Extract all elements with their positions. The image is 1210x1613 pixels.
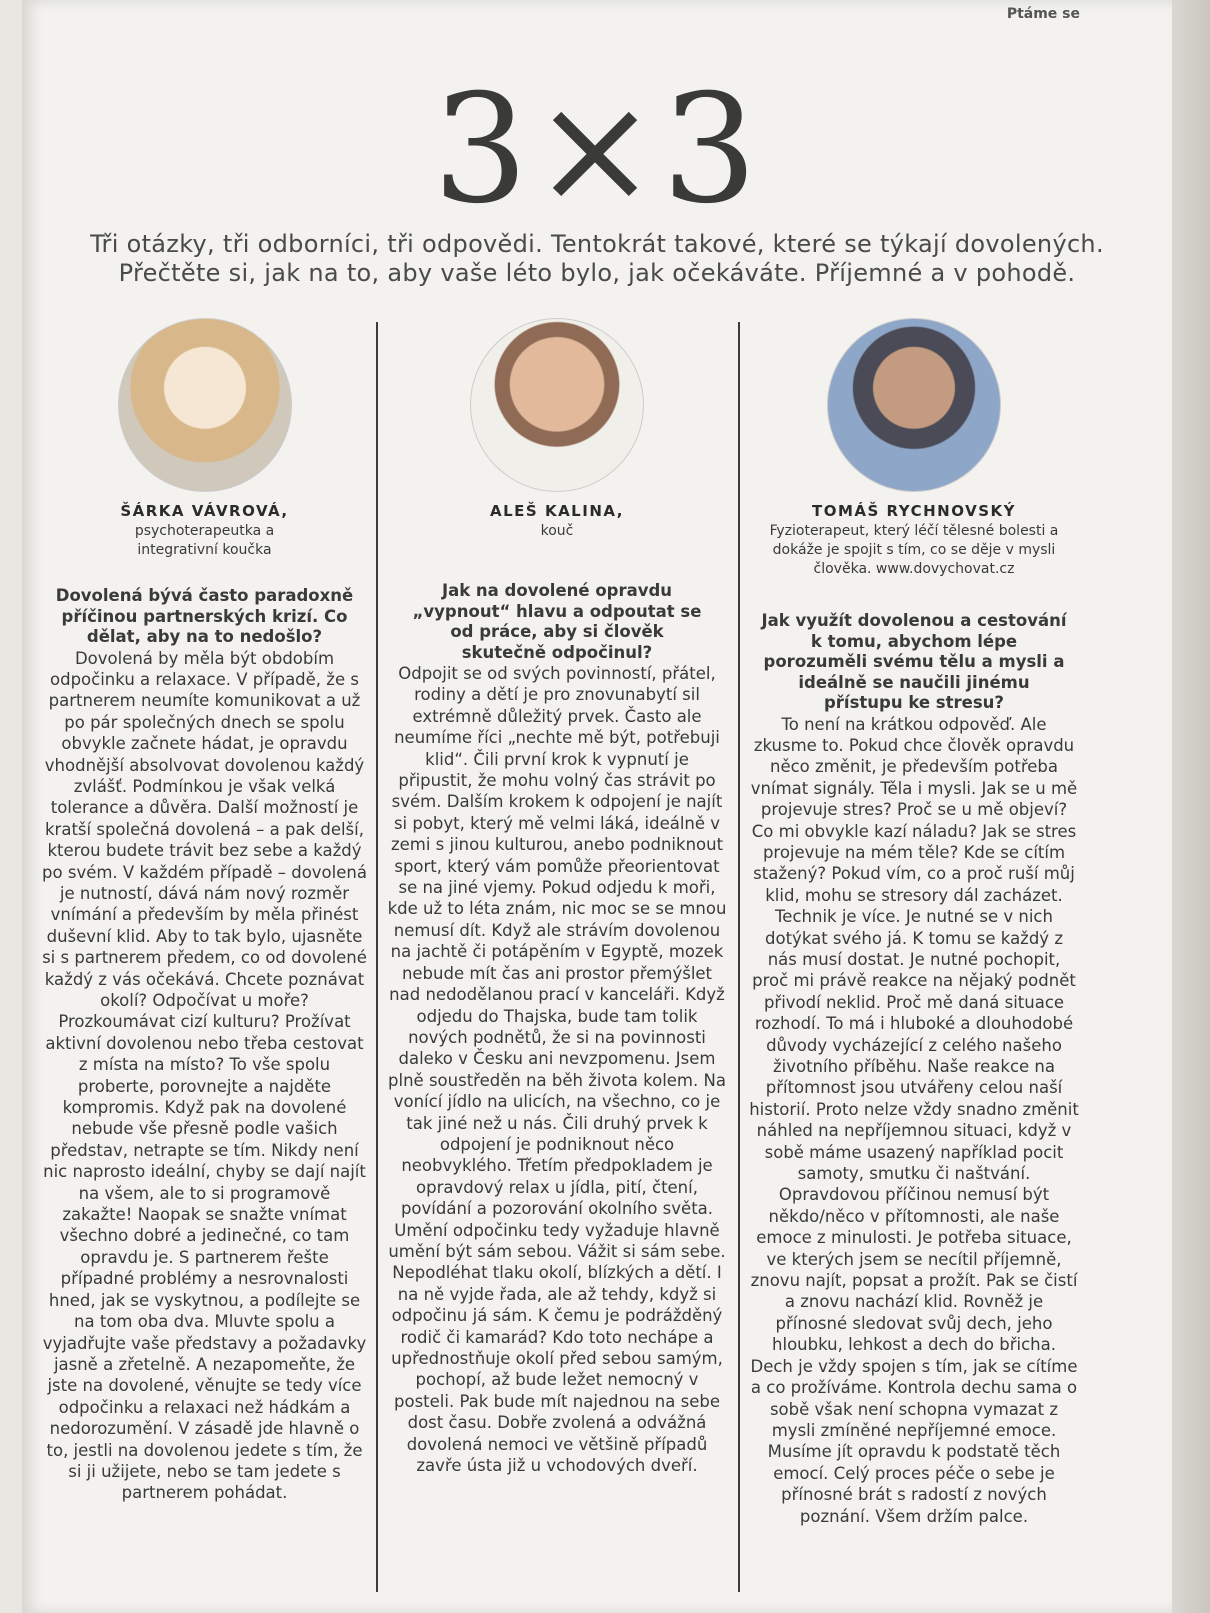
expert-name: TOMÁŠ RYCHNOVSKÝ xyxy=(812,502,1016,520)
expert-answer: To není na krátkou odpověď. Ale zkusme to. Pokud chce člověk opravdu něco změnit, je především potřeba vnímat signály. Těla i mysli. Jak se u mě projevuje stres? Proč se u mě objeví? Co mi obvykle kazí náladu? Jak se stres projevuje na mém těle? Kde se cítím stažený? Pokud vím, co a proč ruší můj klid, mohu se stresory dál zacházet. Technik je více. Je nutné se v nich dotýkat svého já. K tomu se každý z nás musí dostat. Je nutné pochopit, proč mi právě reakce na nějaký podnět přivodí neklid. Proč mě daná situace rozhodí. To má i hluboké a dlouhodobé důvody vycházející z celého našeho životního příběhu. Naše reakce na přítomnost jsou utvářeny celou naší historií. Proto nelze vždy snadno změnit náhled na nepříjemnou situaci, když v sobě máme usazený například pocit samoty, smutku či naštvání. Opravdovou příčinou nemusí být někdo/něco v přítomnosti, ale naše emoce z minulosti. Je potřeba situace, ve kterých jsem se necítil příjemně, znovu najít, popsat a prožít. Pak se čistí a znovu nachází klid. Rovněž je přínosné sledovat svůj dech, jeho hloubku, lehkost a dech do břicha. Dech je vždy spojen s tím, jak se cítíme a co prožíváme. Kontrola dechu sama o sobě však není schopna vymazat z mysli zmíněné nepříjemné emoce. Musíme jít opravdu k podstatě těch emocí. Celý proces péče o sebe je přínosné brát s radostí z nových poznání. Všem držím palce. xyxy=(749,714,1079,1526)
expert-question: Jak na dovolené opravdu „vypnout“ hlavu a odpoutat se od práce, aby si člověk skutečně odpočinul? xyxy=(412,581,702,662)
expert-question: Jak využít dovolenou a cestování k tomu, abychom lépe porozuměli svému tělu a mysli a ideálně se naučili jinému přístupu ke stresu? xyxy=(761,611,1067,712)
expert-question: Dovolená bývá často paradoxně příčinou partnerských krizí. Co dělat, aby na to nedošlo? xyxy=(55,586,354,646)
expert-photo xyxy=(470,318,644,492)
page-title: 3×3 xyxy=(432,63,762,237)
expert-answer: Odpojit se od svých povinností, přátel, rodiny a dětí je pro znovunabytí sil extrémně důležitý prvek. Často ale neumíme říci „nechte mě být, potřebuji klid“. Čili první krok k vypnutí je připustit, že mohu volný čas strávit po svém. Dalším krokem k odpojení je najít si pobyt, který mě velmi láká, ideálně v zemi s jinou kulturou, anebo podniknout sport, který vám pomůže přeorientovat se na jiné vjemy. Pokud odjedu k moři, kde už to léta znám, nic moc se se mnou nemusí dít. Když ale strávím dovolenou na jachtě či potápěním v Egyptě, mozek nebude mít čas ani prostor přemýšlet nad nedodělanou prací v kanceláři. Když odjedu do Thajska, bude tam tolik nových podnětů, že si na povinnosti daleko v Česku ani nevzpomenu. Jsem plně soustředěn na běh života kolem. Na vonící jídlo na ulicích, na všechno, co je tak jiné než u nás. Čili druhý prvek k odpojení je podniknout něco neobvyklého. Třetím předpokladem je opravdový relax u jídla, pití, čtení, povídání a pozorování okolního světa. Umění odpočinku tedy vyžaduje hlavně umění být sám sebou. Vážit si sám sebe. Nepodléhat tlaku okolí, blízkých a dětí. I na ně vyjde řada, ale až tehdy, když si odpočinu já sám. K čemu je podrážděný rodič či kamarád? Kdo toto nechápe a upřednostňuje okolí před sebou samým, pochopí, až bude ležet nemocný v posteli. Pak bude mít najednou na sebe dost času. Dobře zvolená a odvážná dovolená nemoci ve většině případů zavře ústa již u vchodových dveří. xyxy=(387,664,727,1476)
column-divider xyxy=(376,322,378,1592)
expert-role: kouč xyxy=(540,523,574,539)
expert-role: psychoterapeutka a integrativní koučka xyxy=(134,523,275,558)
expert-column-1 xyxy=(42,318,367,1504)
expert-column-2 xyxy=(387,318,727,1476)
section-tag: Ptáme se xyxy=(1006,6,1080,22)
expert-answer: Dovolená by měla být obdobím odpočinku a relaxace. V případě, že s partnerem neumíte komunikovat a už po pár společných dnech se spolu obvykle začnete hádat, je opravdu vhodnější absolvovat dovolenou každý zvlášť. Podmínkou je však velká tolerance a důvěra. Další možností je kratší společná dovolená – a pak delší, kterou budete trávit bez sebe a každý po svém. V každém případě – dovolená je nutností, dává nám nový rozměr vnímání a především by měla přinést duševní klid. Aby to tak bylo, ujasněte si s partnerem předem, co od dovolené každý z vás očekává. Chcete poznávat okolí? Odpočívat u moře? Prozkoumávat cizí kulturu? Prožívat aktivní dovolenou nebo třeba cestovat z místa na místo? To vše spolu proberte, porovnejte a najděte kompromis. Když pak na dovolené nebude vše přesně podle vašich představ, netrapte se tím. Nikdy není nic naprosto ideální, chyby se dají najít na všem, ale to si programově zakažte! Naopak se snažte vnímat všechno dobré a jedinečné, co tam opravdu je. S partnerem řešte případné problémy a nesrovnalosti hned, jak se vyskytnou, a podílejte se na tom oba dva. Mluvte spolu a vyjadřujte vaše představy a požadavky jasně a zřetelně. A nezapomeňte, že jste na dovolené, věnujte se tedy více odpočinku a relaxaci než hádkám a nedorozumění. V zásadě jde hlavně o to, jestli na dovolenou jedete s tím, že si ji užijete, nebo se tam jedete s partnerem pohádat. xyxy=(42,648,367,1503)
expert-role: Fyzioterapeut, který léčí tělesné bolesti a dokáže je spojit s tím, co se děje v mysli člověka. www.dovychovat.cz xyxy=(769,523,1059,577)
expert-photo xyxy=(118,318,292,492)
expert-name: ŠÁRKA VÁVROVÁ, xyxy=(120,502,289,520)
next-page-edge xyxy=(1172,0,1210,1613)
expert-photo xyxy=(827,318,1001,492)
column-divider xyxy=(738,322,740,1592)
expert-column-3 xyxy=(749,318,1079,1527)
expert-name: ALEŠ KALINA, xyxy=(490,502,624,520)
lead-paragraph: Tři otázky, tři odborníci, tři odpovědi. Tentokrát takové, které se týkají dovolených. Přečtěte si, jak na to, aby vaše léto bylo, jak očekáváte. Příjemné a v pohodě. xyxy=(90,230,1104,287)
magazine-page xyxy=(22,0,1172,1613)
